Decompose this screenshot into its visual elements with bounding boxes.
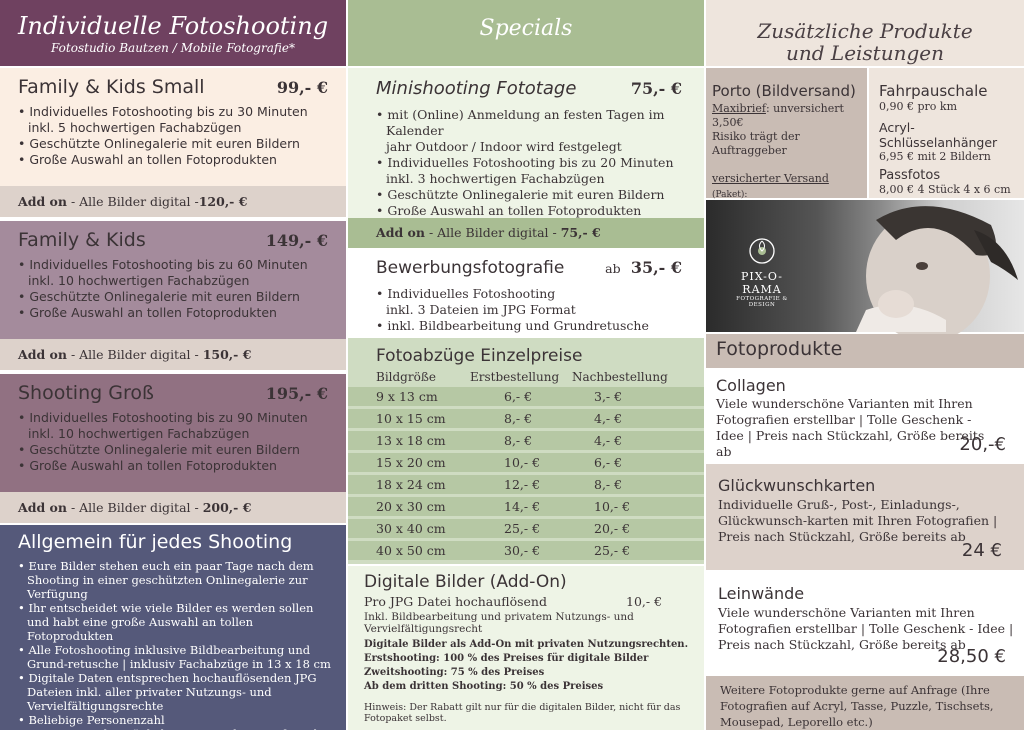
print-price-cell: 20 x 30 cm bbox=[348, 497, 470, 516]
product-title: Glückwunschkarten bbox=[718, 476, 876, 495]
print-prices-table bbox=[348, 384, 704, 563]
package-addon bbox=[0, 339, 346, 370]
addon-text: - Alle Bilder digital - bbox=[424, 225, 561, 240]
bullet: inkl. 3 Dateien im JPG Format bbox=[386, 302, 576, 317]
column-specials bbox=[348, 0, 704, 730]
package-name: Family & Kids bbox=[18, 229, 146, 251]
general-item: • Alle Fotoshooting inklusive Bildbearbeitung und Grund-retusche | inklusiv Fachabzüge in 13 x 18 cm bbox=[18, 643, 331, 671]
shooting-header-subtitle: Fotostudio Bautzen / Mobile Fotografie* bbox=[51, 41, 295, 55]
minishooting-card bbox=[348, 68, 704, 218]
extra-price: 8,00 € bbox=[879, 183, 914, 196]
addon-label: Add on bbox=[18, 500, 67, 515]
print-price-cell: 8,- € bbox=[470, 431, 572, 450]
column-shootings bbox=[0, 0, 346, 755]
addon-price: 200,- € bbox=[202, 500, 252, 515]
print-price-cell: 30,- € bbox=[470, 541, 572, 560]
package-name: Shooting Groß bbox=[18, 382, 154, 404]
print-price-cell: 15 x 20 cm bbox=[348, 453, 470, 472]
extra-price: 6,95 € bbox=[879, 150, 914, 163]
product-card bbox=[706, 464, 1024, 570]
addon-label: Add on bbox=[18, 194, 67, 209]
print-price-cell: 10 x 15 cm bbox=[348, 409, 470, 428]
bullet: • Geschützte Onlinegalerie mit euren Bildern bbox=[18, 289, 300, 304]
shooting-header-title: Individuelle Fotoshooting bbox=[17, 12, 329, 40]
porto-text: : unversichert bbox=[765, 102, 844, 115]
package-bullets bbox=[18, 410, 328, 474]
package-price: 99,- € bbox=[276, 78, 328, 97]
digital-line bbox=[364, 594, 694, 609]
extra-detail: mit 2 Bildern bbox=[914, 150, 991, 163]
print-price-cell: 25,- € bbox=[470, 519, 572, 538]
extra-detail: 4 Stück 4 x 6 cm bbox=[914, 183, 1011, 196]
minishooting-name: Minishooting Fototage bbox=[376, 78, 577, 99]
child-photo bbox=[706, 200, 1024, 332]
print-price-row bbox=[348, 387, 704, 406]
print-price-cell: 40 x 50 cm bbox=[348, 541, 470, 560]
discount-line: Erstshooting: 100 % des Preises für digitale Bilder bbox=[364, 653, 649, 664]
print-price-cell: 20,- € bbox=[572, 519, 704, 538]
general-title: Allgemein für jedes Shooting bbox=[18, 531, 293, 553]
print-price-cell: 3,- € bbox=[572, 387, 704, 406]
bullet: • Individuelles Fotoshooting bis zu 30 Minuten bbox=[18, 104, 308, 119]
product-card bbox=[706, 370, 1024, 462]
general-info bbox=[0, 525, 346, 755]
col-header: Bildgröße bbox=[376, 370, 436, 384]
digital-line-price: 10,- € bbox=[626, 594, 663, 609]
bullet: • inkl. Bildbearbeitung und Grundretusche bbox=[376, 318, 649, 333]
product-price: 20,-€ bbox=[959, 434, 1006, 455]
minishooting-addon bbox=[348, 218, 704, 248]
print-price-cell: 4,- € bbox=[572, 431, 704, 450]
bewerbung-price: 35,- € bbox=[630, 258, 682, 277]
print-price-cell: 8,- € bbox=[572, 475, 704, 494]
product-card bbox=[706, 572, 1024, 674]
porto-price: 3,50€ bbox=[712, 116, 744, 129]
products-header: Zusätzliche Produkte und Leistungen bbox=[706, 0, 1024, 66]
package-bullets bbox=[18, 104, 328, 168]
general-item: • Digitale Daten entsprechen hochauflösenden JPG Dateien inkl. aller privater Nutzungs- und Vervielfältigungsrechte bbox=[18, 671, 317, 713]
minishooting-price: 75,- € bbox=[630, 79, 682, 98]
fotoprodukte-title: Fotoprodukte bbox=[706, 334, 1024, 368]
bullet: • Große Auswahl an tollen Fotoprodukten bbox=[376, 203, 642, 218]
bewerbung-price-prefix: ab bbox=[605, 261, 621, 276]
porto-text: (Paket): bbox=[712, 190, 748, 200]
discount-line: Ab dem dritten Shooting: 50 % des Preises bbox=[364, 681, 604, 692]
bullet: • Individuelles Fotoshooting bis zu 90 Minuten bbox=[18, 410, 308, 425]
minishooting-bullets bbox=[376, 107, 682, 219]
print-prices bbox=[348, 338, 704, 564]
logo-tagline: FOTOGRAFIE & DESIGN bbox=[736, 296, 788, 308]
product-text: Viele wunderschöne Varianten mit Ihren Fotografien erstellbar | Tolle Geschenk - Idee | Preis nach Stückzahl, Größe bereits ab bbox=[716, 396, 985, 459]
product-price: 28,50 € bbox=[937, 646, 1006, 667]
bullet: • Große Auswahl an tollen Fotoprodukten bbox=[18, 152, 277, 167]
print-prices-title: Fotoabzüge Einzelpreise bbox=[376, 346, 583, 366]
package-card bbox=[0, 68, 346, 186]
product-price: 24 € bbox=[961, 540, 1002, 561]
addon-text: - Alle Bilder digital - bbox=[66, 194, 199, 209]
bullet: inkl. 3 hochwertigen Fachabzügen bbox=[386, 171, 605, 186]
digital-rights: Inkl. Bildbearbeitung und privatem Nutzungs- und Vervielfältigungsrecht bbox=[364, 611, 634, 635]
products-footer: Weitere Fotoprodukte gerne auf Anfrage (Ihre Fotografien auf Acryl, Tasse, Puzzle, Tischsets, Mousepad, Leporello etc.) bbox=[706, 676, 1024, 730]
col-header: Nachbestellung bbox=[572, 370, 668, 384]
bullet: inkl. 5 hochwertigen Fachabzügen bbox=[28, 120, 242, 135]
print-price-cell: 10,- € bbox=[572, 497, 704, 516]
print-prices-header bbox=[376, 370, 682, 384]
extra-price: 0,90 € bbox=[879, 100, 914, 113]
digital-note: Hinweis: Der Rabatt gilt nur für die digitalen Bilder, nicht für das Fotopaket selbst. bbox=[364, 702, 681, 724]
package-addon bbox=[0, 186, 346, 217]
logo-icon bbox=[747, 236, 777, 266]
digital-line-text: Pro JPG Datei hochauflösend bbox=[364, 594, 547, 609]
product-text: Individuelle Gruß-, Post-, Einladungs-, Glückwunsch-karten mit Ihren Fotografien | Preis nach Stückzahl, Größe bereits ab bbox=[718, 497, 998, 544]
bullet: • mit (Online) Anmeldung an festen Tagen im Kalender bbox=[376, 107, 665, 138]
logo-name: PIX-O-RAMA bbox=[740, 270, 784, 296]
print-price-cell: 25,- € bbox=[572, 541, 704, 560]
print-price-cell: 10,- € bbox=[470, 453, 572, 472]
porto-text: Risiko trägt der Auftraggeber bbox=[712, 130, 800, 157]
product-title: Leinwände bbox=[718, 584, 805, 603]
print-price-cell: 13 x 18 cm bbox=[348, 431, 470, 450]
general-item: • *Servicepauschale ab 25,00 Euro bbox=[18, 741, 223, 755]
addon-text: - Alle Bilder digital - bbox=[66, 500, 203, 515]
extra-title: Fahrpauschale bbox=[879, 82, 988, 100]
bewerbung-name: Bewerbungsfotografie bbox=[376, 258, 565, 278]
print-price-cell: 12,- € bbox=[470, 475, 572, 494]
bullet: inkl. 10 hochwertigen Fachabzügen bbox=[28, 426, 250, 441]
bullet: • Individuelles Fotoshooting bis zu 20 Minuten bbox=[376, 155, 674, 170]
bullet: • Individuelles Fotoshooting bis zu 60 Minuten bbox=[18, 257, 308, 272]
product-title: Collagen bbox=[716, 376, 786, 395]
bullet: • Geschützte Onlinegalerie mit euren Bildern bbox=[18, 136, 300, 151]
porto-insured: versicherter Versand bbox=[712, 172, 829, 185]
package-card bbox=[0, 221, 346, 339]
column-products bbox=[706, 0, 1024, 730]
general-list bbox=[18, 559, 332, 755]
general-item: • Ihr entscheidet wie viele Bilder es werden sollen und habt eine große Auswahl an tollen Fotoprodukten bbox=[18, 601, 314, 643]
print-price-row bbox=[348, 519, 704, 538]
print-price-row bbox=[348, 497, 704, 516]
print-price-row bbox=[348, 431, 704, 450]
package-price: 195,- € bbox=[265, 384, 328, 403]
print-price-cell: 4,- € bbox=[572, 409, 704, 428]
col-header: Erstbestellung bbox=[470, 370, 560, 384]
bullet: • Große Auswahl an tollen Fotoprodukten bbox=[18, 305, 277, 320]
package-addon bbox=[0, 492, 346, 523]
general-item: • Eure Bilder stehen euch ein paar Tage nach dem Shooting in einer geschützten Onlinegalerie zur Verfügung bbox=[18, 559, 314, 601]
general-item: • Extra Retusche möglich - Preis nach Zeitaufwand bbox=[18, 727, 318, 741]
package-card bbox=[0, 374, 346, 492]
package-name: Family & Kids Small bbox=[18, 76, 205, 98]
extra-price-line bbox=[879, 150, 1020, 164]
print-price-cell: 8,- € bbox=[470, 409, 572, 428]
package-bullets bbox=[18, 257, 328, 321]
digital-discounts bbox=[364, 638, 694, 694]
extra-title: Passfotos bbox=[879, 168, 941, 183]
porto-maxibrief: Maxibrief bbox=[712, 102, 766, 115]
porto-title: Porto (Bildversand) bbox=[712, 82, 856, 100]
print-price-cell: 6,- € bbox=[572, 453, 704, 472]
bullet: • Geschützte Onlinegalerie mit euren Bildern bbox=[376, 187, 665, 202]
print-price-cell: 30 x 40 cm bbox=[348, 519, 470, 538]
logo bbox=[722, 236, 802, 308]
digital-card bbox=[348, 566, 704, 730]
specials-header: Specials bbox=[348, 0, 704, 66]
addon-label: Add on bbox=[18, 347, 67, 362]
print-price-cell: 9 x 13 cm bbox=[348, 387, 470, 406]
shooting-header bbox=[0, 0, 346, 66]
print-price-cell: 14,- € bbox=[470, 497, 572, 516]
discount-line: Digitale Bilder als Add-On mit privaten Nutzungsrechten. bbox=[364, 639, 689, 650]
addon-price: 120,- € bbox=[198, 194, 248, 209]
general-item: • Beliebige Personenzahl bbox=[18, 713, 165, 727]
bullet: • Geschützte Onlinegalerie mit euren Bildern bbox=[18, 442, 300, 457]
bewerbung-bullets bbox=[376, 286, 682, 334]
discount-line: Zweitshooting: 75 % des Preises bbox=[364, 667, 545, 678]
extra-detail: pro km bbox=[914, 100, 958, 113]
print-price-cell: 6,- € bbox=[470, 387, 572, 406]
porto-card bbox=[706, 68, 867, 198]
print-price-row bbox=[348, 453, 704, 472]
product-text: Viele wunderschöne Varianten mit Ihren Fotografien erstellbar | Tolle Geschenk - Idee | Preis nach Stückzahl, Größe bereits ab bbox=[718, 605, 1014, 652]
extra-price-line bbox=[879, 183, 1020, 197]
print-price-cell: 18 x 24 cm bbox=[348, 475, 470, 494]
package-price: 149,- € bbox=[265, 231, 328, 250]
addon-text: - Alle Bilder digital - bbox=[66, 347, 203, 362]
addon-label: Add on bbox=[376, 225, 425, 240]
bullet: jahr Outdoor / Indoor wird festgelegt bbox=[386, 139, 622, 154]
addon-price: 75,- € bbox=[560, 225, 601, 240]
bewerbung-card bbox=[348, 250, 704, 336]
extra-price-line bbox=[879, 100, 1020, 114]
addon-price: 150,- € bbox=[202, 347, 252, 362]
print-price-row bbox=[348, 475, 704, 494]
print-price-row bbox=[348, 409, 704, 428]
extra-title: Acryl-Schlüsselanhänger bbox=[879, 120, 998, 150]
bullet: • Große Auswahl an tollen Fotoprodukten bbox=[18, 458, 277, 473]
extras-card bbox=[869, 68, 1024, 198]
digital-title: Digitale Bilder (Add-On) bbox=[364, 572, 567, 592]
bullet: inkl. 10 hochwertigen Fachabzügen bbox=[28, 273, 250, 288]
print-price-row bbox=[348, 541, 704, 560]
bullet: • Individuelles Fotoshooting bbox=[376, 286, 556, 301]
